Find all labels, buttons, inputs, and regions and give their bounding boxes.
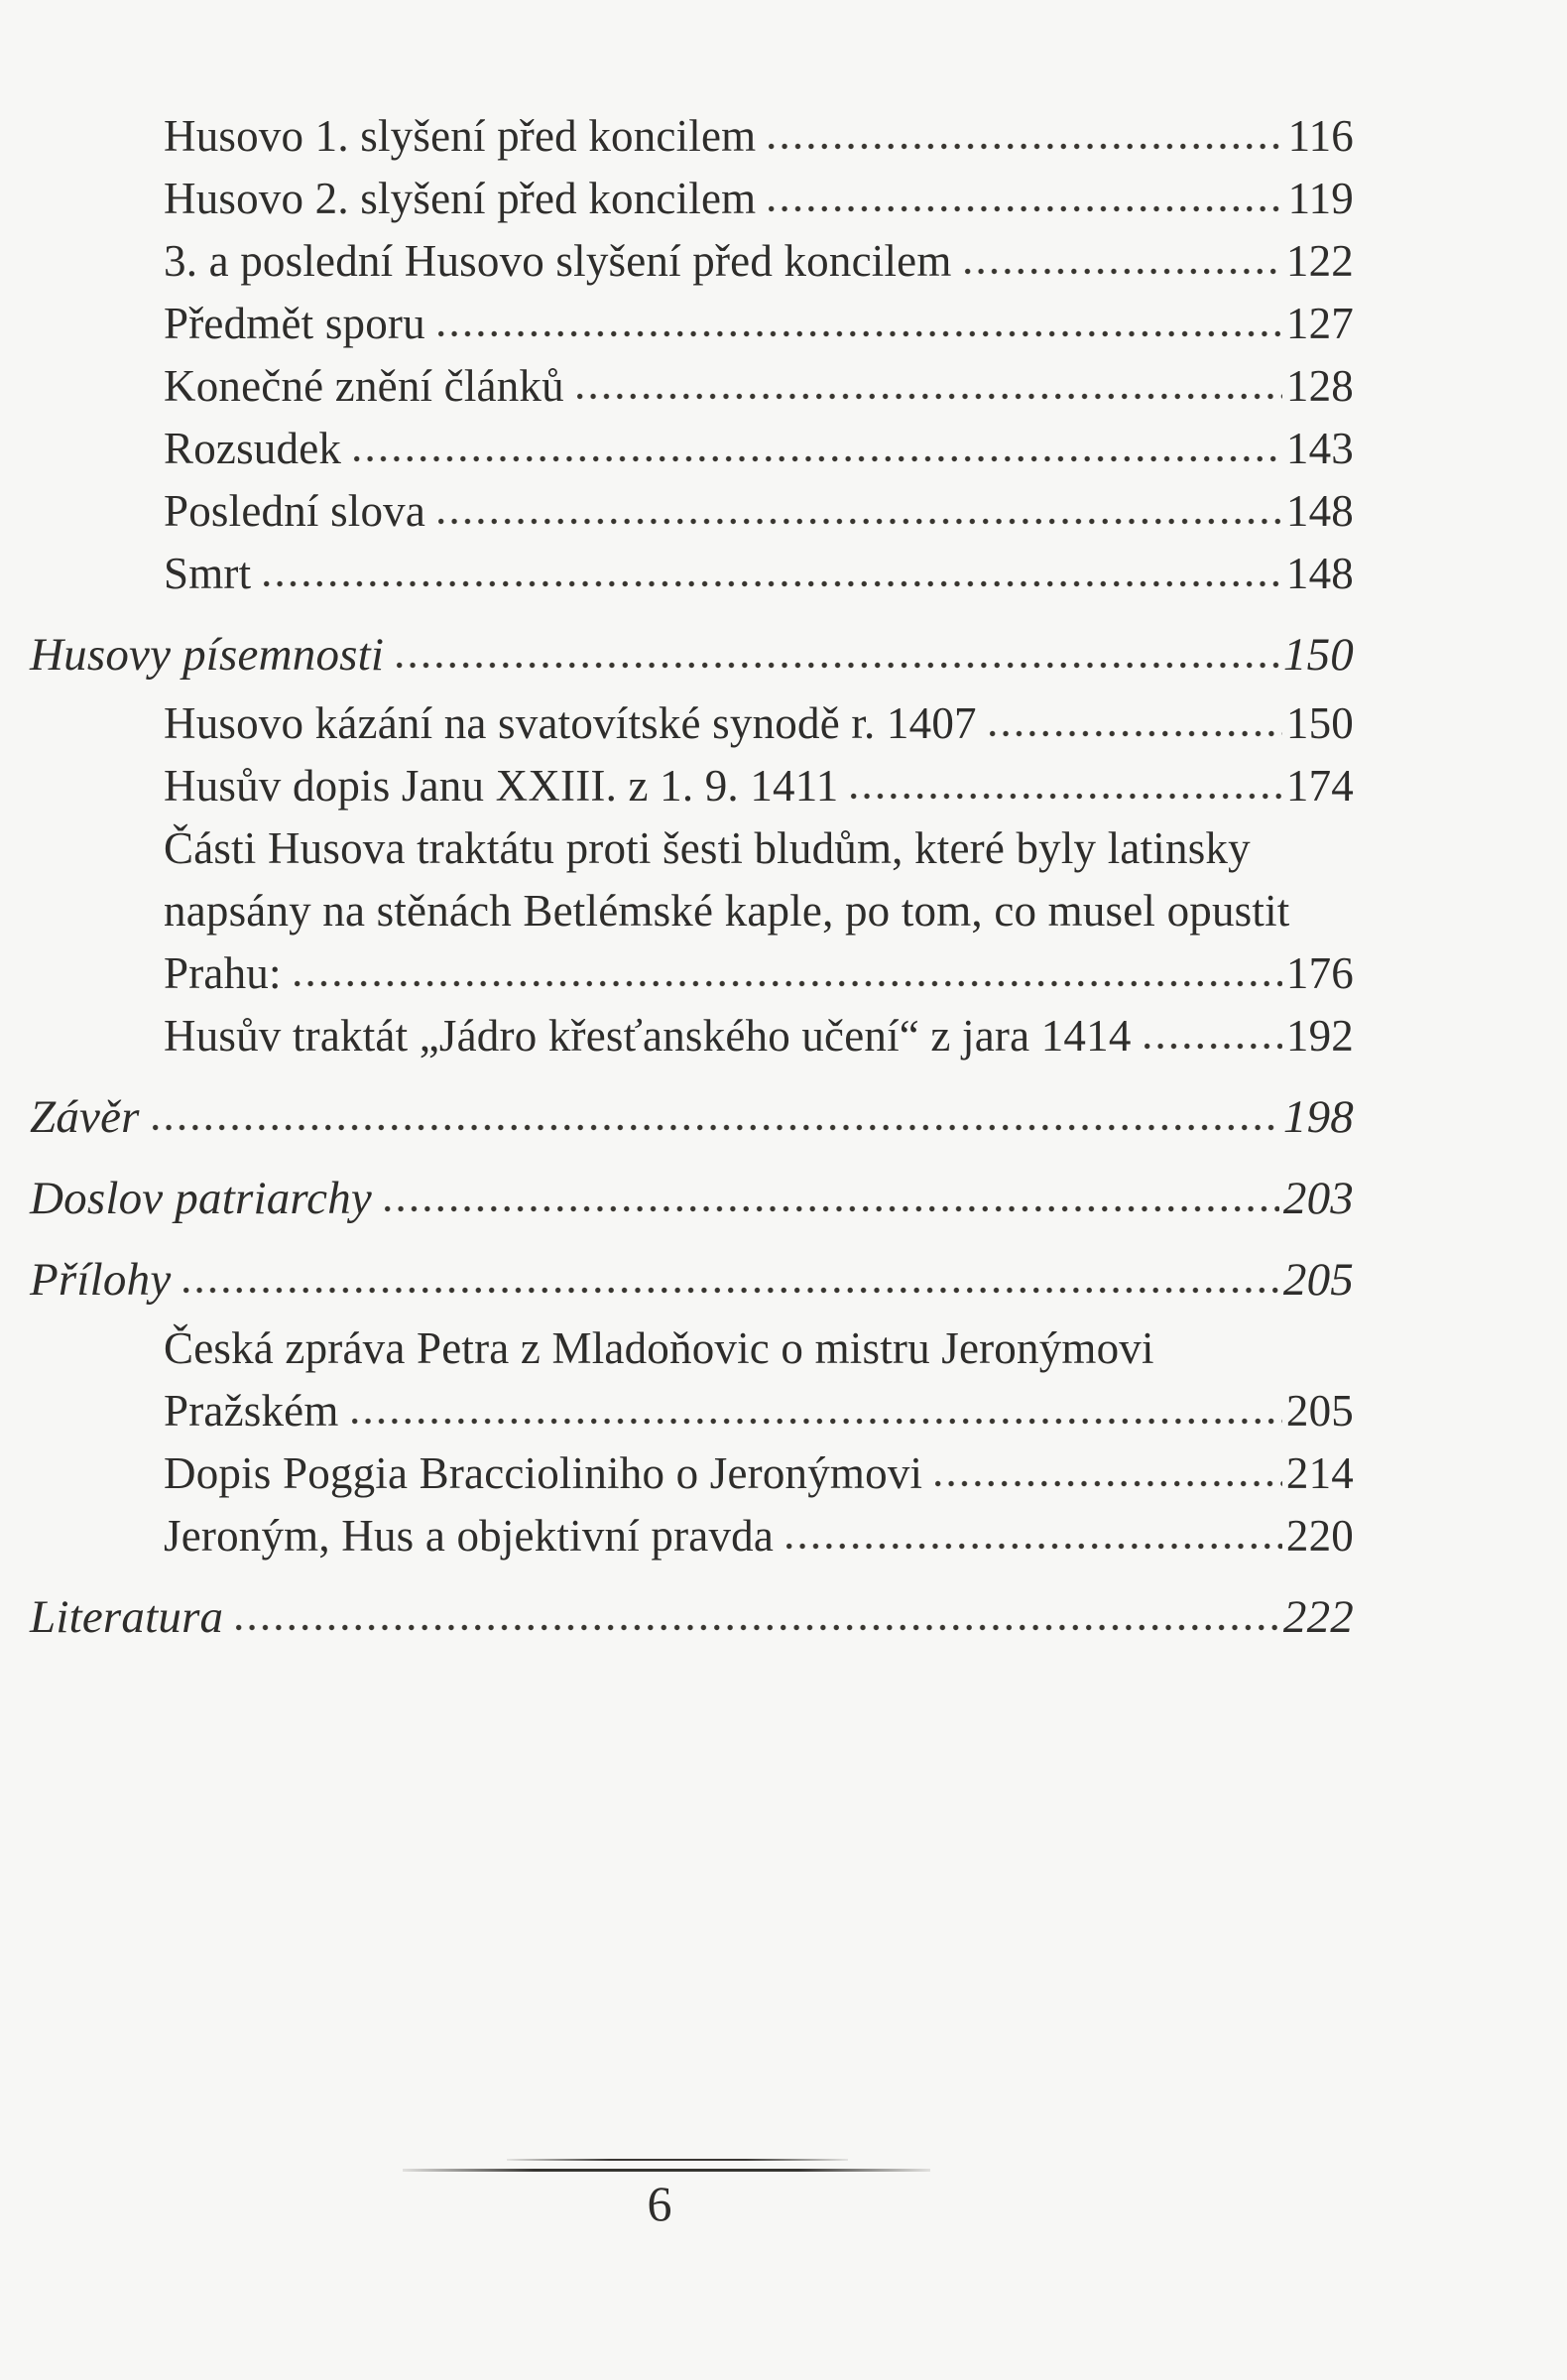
toc-entry-page: 203 [1282, 1173, 1354, 1224]
dot-leader [847, 792, 1281, 801]
toc-entry-page: 174 [1285, 761, 1354, 811]
toc-row [164, 418, 1354, 480]
toc-entry-page: 148 [1285, 486, 1354, 536]
toc-entry-page: 205 [1285, 1386, 1354, 1436]
toc-entry-page: 176 [1285, 948, 1354, 998]
toc-row [164, 543, 1354, 605]
dot-leader [260, 579, 1282, 588]
dot-leader [986, 729, 1282, 738]
dot-leader [931, 1479, 1282, 1488]
dot-leader [348, 1417, 1282, 1426]
toc-row [164, 880, 1354, 942]
toc-entry-page: 116 [1287, 111, 1354, 161]
toc-entry-label: Poslední slova [164, 486, 426, 536]
dot-leader [961, 267, 1282, 276]
toc-entry-page: 119 [1287, 174, 1354, 223]
toc-row [30, 1586, 1354, 1649]
toc-entry-label: Husův dopis Janu XXIII. z 1. 9. 1411 [164, 761, 839, 811]
toc-entry-label: Literatura [30, 1591, 224, 1643]
toc-row [164, 168, 1354, 230]
dot-leader [149, 1123, 1279, 1132]
toc-row [164, 1317, 1354, 1380]
toc-entry-label: Pražském [164, 1386, 339, 1436]
toc-row [164, 1505, 1354, 1567]
toc-row [164, 355, 1354, 418]
toc-entry-page: 150 [1282, 629, 1354, 681]
toc-entry-page: 127 [1285, 299, 1354, 348]
toc-row [164, 692, 1354, 755]
toc-entry-label: Husovy písemnosti [30, 629, 385, 681]
toc-row [164, 1005, 1354, 1067]
toc-entry-label: Doslov patriarchy [30, 1173, 372, 1224]
page-number: 6 [647, 2176, 672, 2231]
toc-entry-label: Předmět sporu [164, 299, 425, 348]
toc-entry-page: 192 [1285, 1011, 1354, 1061]
toc-entry-label: Prahu: [164, 948, 282, 998]
dot-leader [573, 392, 1282, 401]
dot-leader [765, 204, 1283, 213]
dot-leader [434, 329, 1282, 338]
toc-entry-page: 122 [1285, 236, 1354, 286]
toc-row [164, 942, 1354, 1005]
dot-leader [1141, 1042, 1282, 1051]
toc-row [164, 293, 1354, 355]
toc-entry-label: Husovo kázání na svatovítské synodě r. 1407 [164, 698, 977, 748]
toc-row [164, 1442, 1354, 1505]
footer-rule-top [507, 2159, 848, 2161]
toc-entry-label: Husovo 2. slyšení před koncilem [164, 174, 757, 223]
toc-entry-page: 150 [1285, 698, 1354, 748]
toc-row [164, 230, 1354, 293]
toc-row [164, 1380, 1354, 1442]
toc-entry-page: 148 [1285, 549, 1354, 598]
dot-leader [291, 979, 1282, 988]
toc-entry-label: Části Husova traktátu proti šesti bludům, které byly latinsky [164, 823, 1251, 873]
toc-entry-label: Česká zpráva Petra z Mladoňovic o mistru Jeronýmovi [164, 1323, 1154, 1373]
toc-row [30, 1086, 1354, 1149]
toc-entry-page: 205 [1282, 1254, 1354, 1306]
toc-row [30, 624, 1354, 687]
toc-entry-label: Dopis Poggia Braccioliniho o Jeronýmovi [164, 1448, 923, 1498]
toc-entry-page: 143 [1285, 424, 1354, 473]
dot-leader [765, 142, 1283, 151]
toc-entry-label: Přílohy [30, 1254, 172, 1306]
toc-entry-label: Husův traktát „Jádro křesťanského učení“ z jara 1414 [164, 1011, 1132, 1061]
toc-entry-label: Závěr [30, 1091, 140, 1143]
dot-leader [180, 1286, 1279, 1295]
toc-entry-label: Konečné znění článků [164, 361, 564, 411]
dot-leader [434, 517, 1282, 526]
dot-leader [381, 1204, 1279, 1213]
toc-entry-label: Jeroným, Hus a objektivní pravda [164, 1511, 775, 1561]
toc-entry-label: 3. a poslední Husovo slyšení před koncilem [164, 236, 952, 286]
dot-leader [350, 454, 1282, 463]
footer-rule-bottom [403, 2169, 930, 2172]
toc-entry-page: 198 [1282, 1091, 1354, 1143]
toc-entry-label: napsány na stěnách Betlémské kaple, po tom, co musel opustit [164, 886, 1290, 936]
toc-row [164, 105, 1354, 168]
toc-row [164, 755, 1354, 817]
toc-entry-page: 222 [1282, 1591, 1354, 1643]
toc-entry-label: Husovo 1. slyšení před koncilem [164, 111, 757, 161]
toc-row [164, 480, 1354, 543]
toc-row [164, 817, 1354, 880]
dot-leader [232, 1623, 1279, 1632]
toc-entry-page: 128 [1285, 361, 1354, 411]
toc-entry-page: 220 [1285, 1511, 1354, 1561]
toc-entry-page: 214 [1285, 1448, 1354, 1498]
dot-leader [393, 661, 1279, 670]
toc-row [30, 1249, 1354, 1312]
dot-leader [783, 1542, 1282, 1551]
toc-row [30, 1168, 1354, 1230]
toc-entry-label: Rozsudek [164, 424, 342, 473]
toc-entry-label: Smrt [164, 549, 252, 598]
